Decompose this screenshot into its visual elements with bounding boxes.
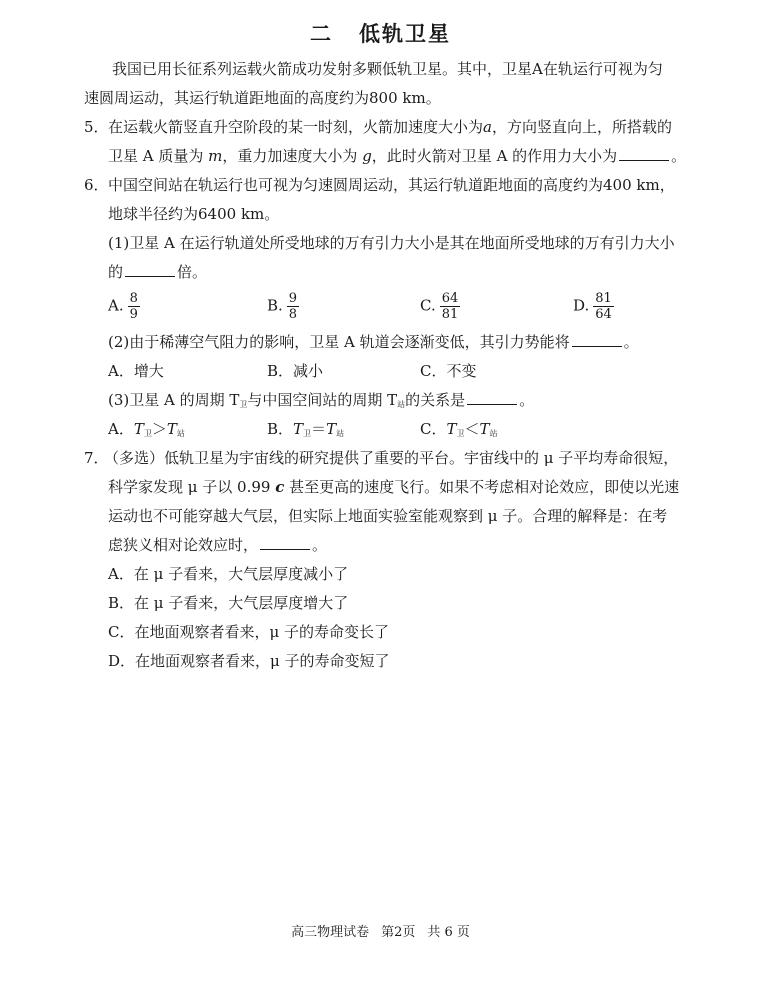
q7-number: 7． <box>84 449 109 467</box>
section-number: 二 <box>310 22 333 46</box>
exam-name: 高三物理试卷 <box>291 925 370 940</box>
fraction: $\frac{64}{81}$ <box>441 291 459 322</box>
q6-part2-line: (2)由于稀薄空气阻力的影响，卫星 A 轨道会逐渐变低，其引力势能将 。 <box>108 333 639 351</box>
q7-line-1: （多选）低轨卫星为宇宙线的研究提供了重要的平台。宇宙线中的 μ 子平均寿命很短， <box>104 449 679 467</box>
q6-part2-answer-blank[interactable] <box>572 345 622 347</box>
page-total: 共 6 页 <box>427 925 470 940</box>
page-number: 第2页 <box>381 925 416 940</box>
q6-line-2: 地球半径约为6400 km。 <box>108 205 280 223</box>
q5-line-2: 卫星 A 质量为 m，重力加速度大小为 g，此时火箭对卫星 A 的作用力大小为 。 <box>108 147 687 165</box>
q6-part1-option-d[interactable]: D. $\frac{81}{64}$ <box>573 291 612 322</box>
q5-answer-blank[interactable] <box>619 159 669 161</box>
q5-line-1: 在运载火箭竖直升空阶段的某一时刻，火箭加速度大小为a，方向竖直向上，所搭载的 <box>108 118 672 136</box>
q7-line-3: 运动也不可能穿越大气层，但实际上地面实验室能观察到 μ 子。合理的解释是：在考 <box>108 507 668 525</box>
q7-line-4: 虑狭义相对论效应时， 。 <box>108 536 328 554</box>
q7-option-d[interactable]: D．在地面观察者看来，μ 子的寿命变短了 <box>108 652 390 670</box>
q6-number: 6． <box>84 176 109 194</box>
q6-part1-line-1: (1)卫星 A 在运行轨道处所受地球的万有引力大小是其在地面所受地球的万有引力大小 <box>108 234 675 252</box>
section-title <box>0 18 761 48</box>
q7-answer-blank[interactable] <box>260 548 310 550</box>
q6-part3-option-a[interactable]: A．$T_卫>T_站$ <box>108 420 185 438</box>
q6-line-1: 中国空间站在轨运行也可视为匀速圆周运动，其运行轨道距地面的高度约为400 km， <box>108 176 675 194</box>
q6-part1-option-a[interactable]: A. $\frac{8}{9}$ <box>108 291 138 322</box>
q6-part1-answer-blank[interactable] <box>125 275 175 277</box>
q6-part3-option-b[interactable]: B．$T_卫=T_站$ <box>267 420 345 438</box>
fraction: $\frac{9}{8}$ <box>288 291 298 322</box>
q6-part1-option-b[interactable]: B. $\frac{9}{8}$ <box>267 291 298 322</box>
intro-line-2: 速圆周运动，其运行轨道距地面的高度约为800 km。 <box>84 89 441 107</box>
q5-number: 5． <box>84 118 109 136</box>
q6-part1-option-c[interactable]: C. $\frac{64}{81}$ <box>420 291 459 322</box>
q6-part2-option-b[interactable]: B．减小 <box>267 362 324 380</box>
q6-part2-option-c[interactable]: C．不变 <box>420 362 477 380</box>
q7-line-2: 科学家发现 μ 子以 0.99 c 甚至更高的速度飞行。如果不考虑相对论效应，即使以光速 <box>108 478 680 496</box>
intro-line-1: 我国已用长征系列运载火箭成功发射多颗低轨卫星。其中，卫星A在轨运行可视为匀 <box>112 60 663 78</box>
q6-part3-line: (3)卫星 A 的周期 $T_卫$与中国空间站的周期 $T_站$的关系是 。 <box>108 391 535 409</box>
q6-part2-option-a[interactable]: A．增大 <box>108 362 164 380</box>
q6-part1-line-2: 的 倍。 <box>108 263 208 281</box>
fraction: $\frac{8}{9}$ <box>129 291 138 322</box>
page-footer <box>0 924 761 942</box>
q7-option-a[interactable]: A．在 μ 子看来，大气层厚度减小了 <box>108 565 349 583</box>
q6-part3-answer-blank[interactable] <box>467 403 517 405</box>
section-name: 低轨卫星 <box>359 22 451 46</box>
fraction: $\frac{81}{64}$ <box>595 291 612 322</box>
q7-option-b[interactable]: B．在 μ 子看来，大气层厚度增大了 <box>108 594 349 612</box>
q7-option-c[interactable]: C．在地面观察者看来，μ 子的寿命变长了 <box>108 623 389 641</box>
q6-part3-option-c[interactable]: C．$T_卫<T_站$ <box>420 420 498 438</box>
